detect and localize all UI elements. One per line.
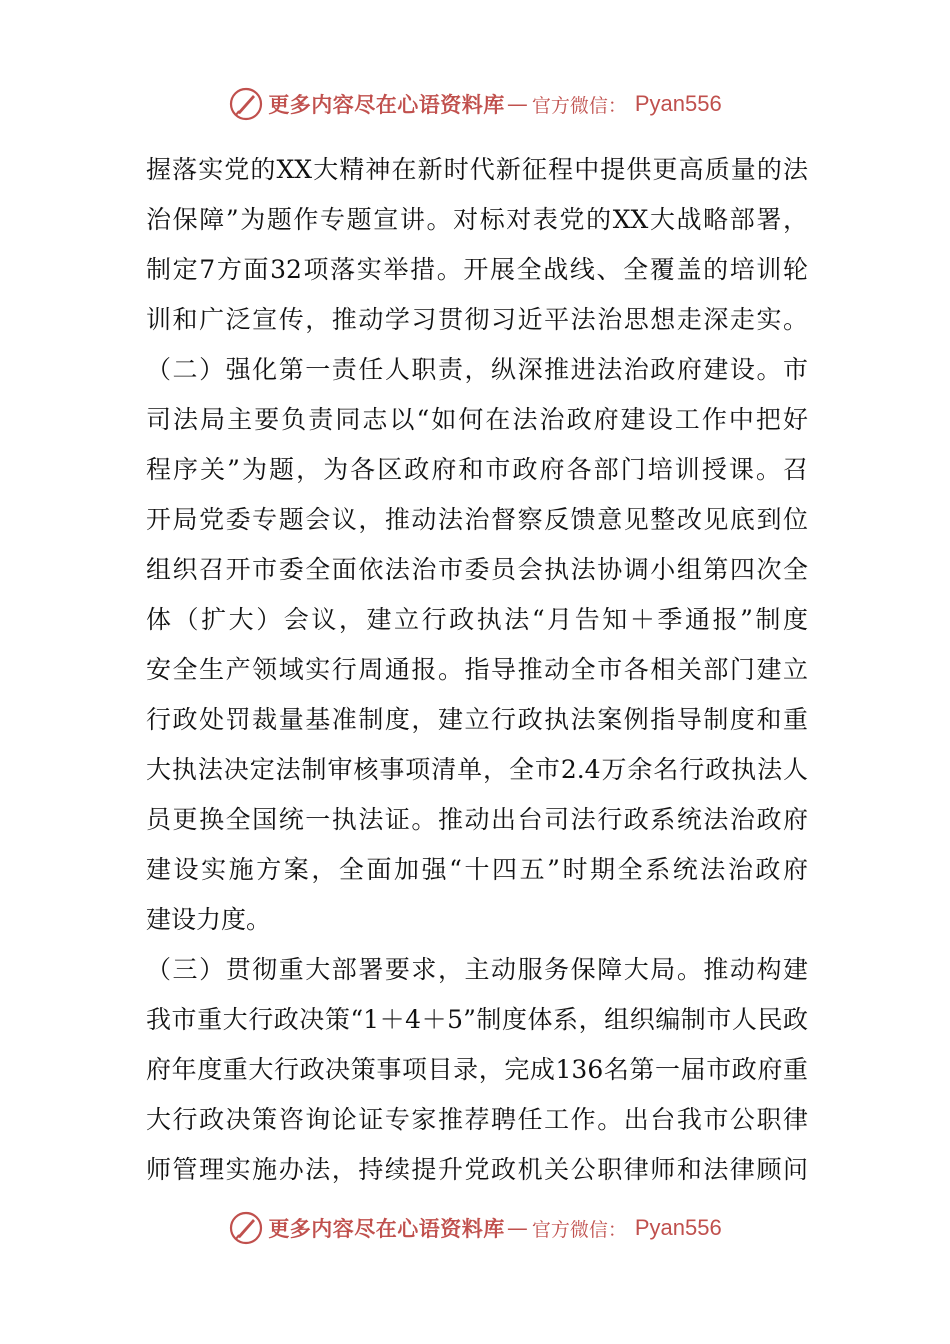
text-line: 训和广泛宣传，推动学习贯彻习近平法治思想走深走实。 <box>146 305 808 334</box>
text-line: 建设力度。 <box>146 905 272 934</box>
banner-main-text: 更多内容尽在心语资料库 <box>268 92 505 117</box>
text-line: 制定7方面32项落实举措。开展全战线、全覆盖的培训轮 <box>146 255 808 284</box>
text-line: 大行政决策咨询论证专家推荐聘任工作。出台我市公职律 <box>146 1105 808 1134</box>
header-watermark <box>0 84 950 124</box>
banner-main-text: 更多内容尽在心语资料库 <box>268 1216 505 1241</box>
text-line: 治保障”为题作专题宣讲。对标对表党的XX大战略部署， <box>146 205 808 234</box>
banner-label: 官方微信： <box>531 94 627 117</box>
banner-handle: Pyan556 <box>634 91 722 116</box>
text-line: 安全生产领域实行周通报。指导推动全市各相关部门建立 <box>146 655 808 684</box>
text-line: 大执法决定法制审核事项清单，全市2.4万余名行政执法人 <box>146 755 808 784</box>
text-line: 员更换全国统一执法证。推动出台司法行政系统法治政府 <box>146 805 808 834</box>
banner-label: 官方微信： <box>531 1218 627 1241</box>
text-line: （二）强化第一责任人职责，纵深推进法治政府建设。市 <box>146 355 808 384</box>
footer-watermark <box>0 1208 950 1248</box>
banner-handle: Pyan556 <box>634 1215 722 1240</box>
text-line: （三）贯彻重大部署要求，主动服务保障大局。推动构建 <box>146 955 808 984</box>
text-line: 司法局主要负责同志以“如何在法治政府建设工作中把好 <box>146 405 808 434</box>
text-line: 体（扩大）会议，建立行政执法“月告知＋季通报”制度 <box>146 605 808 634</box>
quill-logo-icon <box>228 1210 264 1246</box>
text-line: 组织召开市委全面依法治市委员会执法协调小组第四次全 <box>146 555 808 584</box>
text-line: 开局党委专题会议，推动法治督察反馈意见整改见底到位 <box>146 505 808 534</box>
text-line: 程序关”为题，为各区政府和市政府各部门培训授课。召 <box>146 455 808 484</box>
text-line: 我市重大行政决策“1＋4＋5”制度体系，组织编制市人民政 <box>146 1005 808 1034</box>
banner-separator: — <box>506 92 528 116</box>
text-line: 师管理实施办法，持续提升党政机关公职律师和法律顾问 <box>146 1155 808 1184</box>
text-line: 握落实党的XX大精神在新时代新征程中提供更高质量的法 <box>146 155 808 184</box>
text-line: 建设实施方案，全面加强“十四五”时期全系统法治政府 <box>146 855 808 884</box>
document-body <box>146 145 808 1195</box>
quill-logo-icon <box>228 86 264 122</box>
text-line: 行政处罚裁量基准制度，建立行政执法案例指导制度和重 <box>146 705 808 734</box>
text-line: 府年度重大行政决策事项目录，完成136名第一届市政府重 <box>146 1055 808 1084</box>
banner-separator: — <box>506 1216 528 1240</box>
